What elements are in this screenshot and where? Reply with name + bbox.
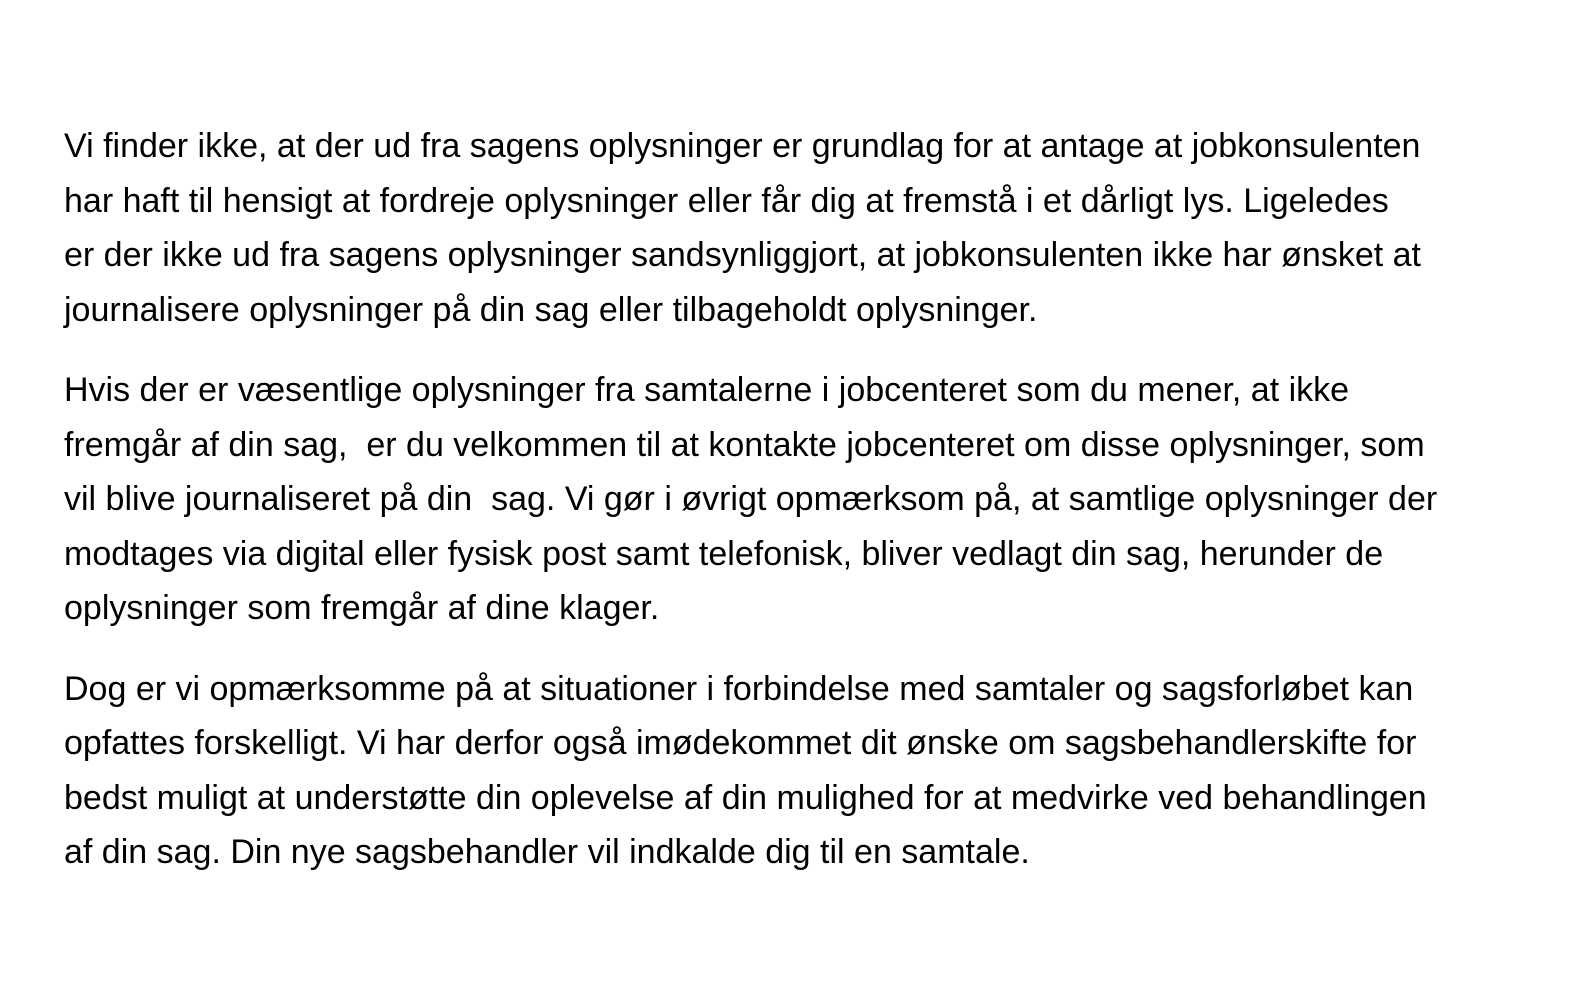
text-line: af din sag. Din nye sagsbehandler vil indkalde dig til en samtale. (64, 833, 1030, 871)
text-line: modtages via digital eller fysisk post samt telefonisk, bliver vedlagt din sag, herunder de (64, 534, 1384, 573)
paragraph-2 (64, 363, 1564, 636)
text-line: Dog er vi opmærksomme på at situationer i forbindelse med samtaler og sagsforløbet kan (64, 669, 1414, 708)
text-line: Vi finder ikke, at der ud fra sagens oplysninger er grundlag for at antage at jobkonsulenten (64, 127, 1421, 165)
text-line: vil blive journaliseret på din sag. Vi gør i øvrigt opmærksom på, at samtlige oplysninger der (64, 480, 1438, 518)
text-line: opfattes forskelligt. Vi har derfor også imødekommet dit ønske om sagsbehandlerskifte for (64, 724, 1417, 762)
text-line: Hvis der er væsentlige oplysninger fra samtalerne i jobcenteret som du mener, at ikke (64, 371, 1350, 409)
paragraph-3 (64, 662, 1564, 880)
paragraph-1 (64, 119, 1564, 337)
text-line: journalisere oplysninger på din sag eller tilbageholdt oplysninger. (64, 290, 1038, 329)
text-line: fremgår af din sag, er du velkommen til at kontakte jobcenteret om disse oplysninger, som (64, 425, 1425, 464)
document-body (64, 119, 1564, 906)
text-line: er der ikke ud fra sagens oplysninger sandsynliggjort, at jobkonsulenten ikke har ønsket at (64, 236, 1421, 274)
text-line: har haft til hensigt at fordreje oplysninger eller får dig at fremstå i et dårligt lys. Ligeledes (64, 181, 1389, 220)
text-line: bedst muligt at understøtte din oplevelse af din mulighed for at medvirke ved behandlingen (64, 778, 1427, 817)
text-line: oplysninger som fremgår af dine klager. (64, 589, 660, 627)
